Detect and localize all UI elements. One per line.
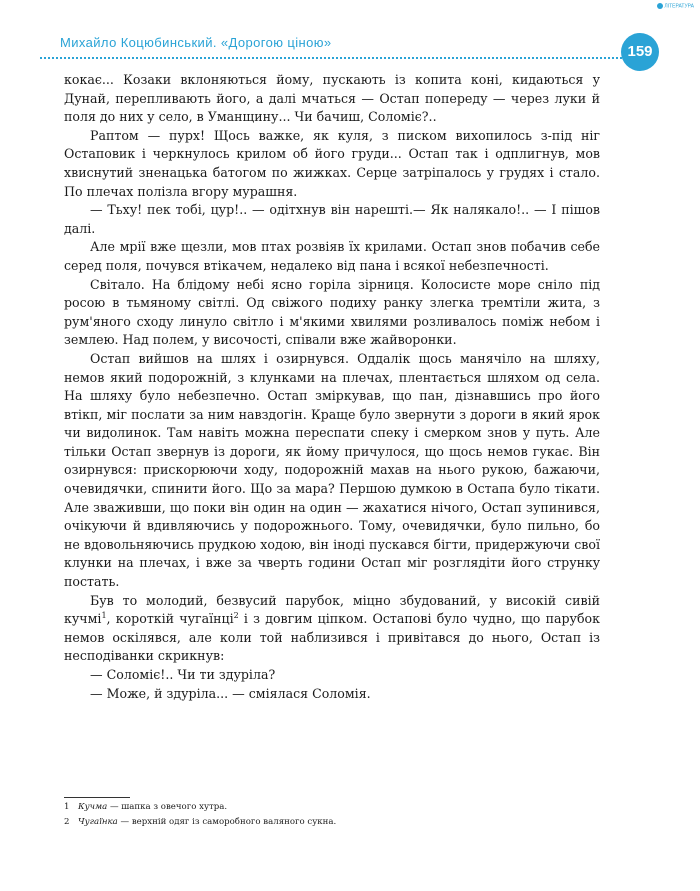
footnote-2-text: — верхній одяг із саморобного валяного сукна. [117,817,337,827]
footnote-1-term: Кучма [78,802,108,812]
paragraph-7 [64,592,600,666]
footnote-1 [64,800,600,815]
paragraph-7-part-2: , короткій чугаїнці [106,611,234,627]
paragraph-7-part-1: Був то молодий, безвусий парубок, міцно збудований, у високій сивій кучмі [64,592,600,627]
paragraph-5: Світало. На блідому небі ясно горіла зірниця. Колосисте море сніло під росою в тьмяному світлі. Од свіжого подиху ранку злегка тремтіли жита, з рум'яного сходу линуло світло і м'якими хвилями розливалось поміж небом і землею. Над полем, у височості, співали вже жайворонки. [64,276,600,348]
page-number-badge: 159 [621,33,659,71]
header-dotted-line [40,57,630,59]
paragraph-9: — Може, й здуріла... — сміялася Соломія. [90,685,371,701]
footnote-ref-1: 1 [101,611,107,621]
footnote-1-text: — шапка з овечого хутра. [107,802,228,812]
paragraph-8: — Соломіє!.. Чи ти здуріла? [90,667,276,682]
footnote-2 [64,815,600,830]
footnote-1-number: 1 [64,802,70,812]
paragraph-7-part-3: і з довгим ціпком. Остапові було чудно, що парубок немов оскілявся, але коли той наблизився і привітався до нього, Остап із несподіванки скрикнув: [64,611,600,664]
footnote-2-term: Чугаїнка [78,817,118,827]
paragraph-2: Раптом — пурх! Щось важке, як куля, з писком вихопилось з-під ніг Остаповик і черкнулось крилом об його груди... Остап так і одплигнув, мов хвиснутий зненацька батогом по жижках. Серце затріпалось у грудях і стало. По плечах полізла вгору мурашня. [64,127,600,199]
publisher-logo [657,3,694,9]
footnote-rule [64,797,130,798]
footnote-ref-2: 2 [233,611,239,621]
running-header-title: Михайло Коцюбинський. «Дорогою ціною» [60,35,332,50]
paragraph-1: кокає... Козаки вклоняються йому, пускають із копита коні, кидаються у Дунай, перепливають його, а далі мчаться — Остап попереду — через луки й поля до них у село, в Уманщину... Чи бачиш, Соломіє?.. [64,72,600,125]
logo-text: ЛІТЕРАТУРА [664,3,694,10]
body-text [64,71,600,703]
footnote-2-number: 2 [64,817,70,827]
logo-circle-icon [657,3,663,9]
paragraph-6: Остап вийшов на шлях і озирнувся. Оддалік щось манячіло на шляху, немов який подорожній, з клунками на плечах, плентається шляхом од села. На шляху було небезпечно. Остап зміркував, що пан, дізнавшись про його втікп, міг послати за ним навздогін. Краще було звернути з дороги в який ярок чи видолинок. Там навіть можна переспати спеку і смерком знов у путь. Але тільки Остап звернув із дороги, як йому причулося, що щось немов гукає. Він озирнувся: прискорюючи ходу, подорожній махав на нього рукою, бажаючи, очевидячки, спинити його. Що за мара? Першою думкою в Остапа було тікати. Але зваживши, що поки він один на один — жахатися нічого, Остап зупинився, очікуючи й вдивляючись у подорожнього. Тому, очевидячки, було пильно, бо не вдовольняючись прудкою ходою, він іноді пускався бігти, придержуючи свої клунки на плечах, і вже за чверть години Остап міг розглядіти його стрункy постать. [64,350,600,590]
paragraph-4: Але мрії вже щезли, мов птах розвіяв їх крилами. Остап знов побачив себе серед поля, почувся втікачем, недалеко від пана і всякої небезпечності. [64,239,600,273]
footnotes [64,800,600,830]
paragraph-3: — Тьху! пек тобі, цур!.. — одітхнув він нарешті.— Як налякало!.. — І пішов далі. [64,202,600,236]
